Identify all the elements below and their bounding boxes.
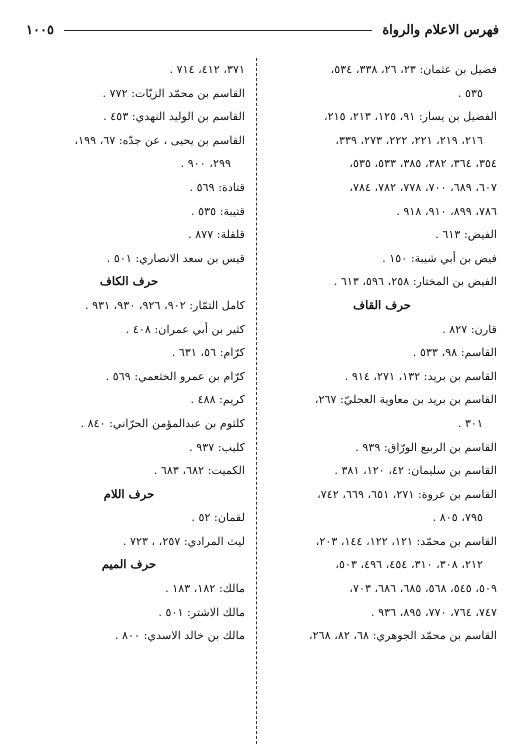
- running-title: فهرس الاعلام والرواة: [382, 22, 499, 38]
- entry-text: كامل التمّار: ٩٠٢، ٩٢٦، ٩٣٠، ٩٣١ .: [84, 298, 245, 312]
- entry-text: كرّام بن عمرو الخثعمي: ٥٦٩ .: [105, 369, 245, 383]
- entry-continuation: [267, 176, 497, 200]
- index-entry: [267, 530, 497, 577]
- entry-text: فضيل بن عثمان: ٢٣، ٢٦، ٣٣٨، ٥٣٤،: [330, 63, 497, 76]
- entry-text: قتيبة: ٥٣٥ .: [191, 204, 245, 218]
- index-entry: [13, 294, 245, 318]
- index-entry: [267, 270, 497, 294]
- entry-text: القاسم بن بريد: ١٣٢، ٢٧١، ٩١٤ .: [344, 369, 497, 383]
- index-entry: [267, 58, 497, 105]
- entry-text: ٣٧١، ٤١٢، ٧١٤ .: [169, 63, 245, 76]
- entry-text: القاسم بن سليمان: ٤٢، ١٢٠، ٣٨١ .: [334, 464, 497, 478]
- entry-continuation: [267, 152, 497, 176]
- entry-text: الفضيل بن يسار: ٩١، ١٢٥، ٢١٣، ٢١٥،: [324, 110, 497, 124]
- entry-text: مالك: ١٨٢، ١٨٣ .: [165, 582, 245, 596]
- entry-continuation-text: ٥٣٥ .: [457, 86, 483, 100]
- entry-text: القاسم بن محمّد: ١٢١، ١٢٢، ١٤٤، ٢٠٣،: [315, 534, 497, 548]
- entry-text: ٦٠٧، ٦٨٩، ٧٠٠، ٧٧٨، ٧٨٢، ٧٨٤،: [349, 180, 497, 194]
- index-entry: [13, 105, 245, 129]
- entry-text: كليب: ٩٣٧ .: [189, 440, 245, 454]
- entry-text: كرّام: ٥٦، ٦٣١ .: [171, 346, 245, 360]
- entry-text: ٧٨٦، ٨٩٩، ٩١٠، ٩١٨ .: [396, 204, 497, 218]
- header-rule: [64, 30, 372, 31]
- index-entry: [267, 483, 497, 530]
- entry-text: القاسم بن الوليد النهدي: ٤٥٣ .: [103, 110, 245, 124]
- index-entry: [13, 129, 245, 176]
- entry-text: كريم: ٤٨٨ .: [190, 393, 245, 407]
- index-entry: [267, 223, 497, 247]
- index-entry: [267, 341, 497, 365]
- index-entry: [13, 459, 245, 483]
- entry-text: القاسم بن محمّد الجوهري: ٦٨، ٨٢، ٢٦٨،: [309, 629, 497, 643]
- entry-text: كلثوم بن عبدالمؤمن الحرّاني: ٨٤٠ .: [80, 416, 245, 430]
- column-divider: [256, 58, 257, 744]
- entry-text: قيس بن سعد الانصاري: ٥٠١ .: [106, 251, 245, 265]
- entry-text: مالك الاشتر: ٥٠١ .: [158, 605, 245, 619]
- section-heading: حرف اللام: [103, 486, 155, 501]
- entry-text: ٧٤٧، ٧٦٤، ٧٧٠، ٨٩٥، ٩٣٦ .: [371, 605, 497, 619]
- index-entry: [267, 624, 497, 648]
- section-heading: حرف الكاف: [99, 274, 159, 289]
- section-heading: حرف الميم: [101, 557, 157, 572]
- entry-continuation: [13, 58, 245, 82]
- entry-continuation: [267, 200, 497, 224]
- entry-text: الفيض: ٦١٣ .: [435, 228, 497, 242]
- entry-text: كثير بن أبي عمران: ٤٠٨ .: [125, 322, 245, 336]
- left-column: [13, 58, 245, 744]
- entry-text: القاسم بن الربيع الورّاق: ٩٣٩ .: [355, 440, 497, 454]
- index-entry: [13, 247, 245, 271]
- entry-text: قارن: ٨٢٧ .: [442, 322, 497, 336]
- index-entry: [13, 412, 245, 436]
- index-entry: [13, 624, 245, 648]
- entry-continuation: [267, 577, 497, 601]
- entry-text: قلقلة: ٨٧٧ .: [188, 228, 245, 242]
- entry-continuation-text: ٢٩٩، ٩٠٠ .: [180, 157, 231, 171]
- entry-text: فيض بن أبي شيبة: ١٥٠ .: [382, 251, 497, 265]
- entry-text: ٥٠٩، ٥٤٥، ٥٦٨، ٦٨٥، ٦٨٦، ٧٠٣،: [349, 582, 497, 596]
- entry-continuation-text: ٧٩٥، ٨٠٥ .: [432, 511, 483, 525]
- entry-text: لقمان: ٥٢ .: [191, 511, 245, 525]
- index-entry: [13, 506, 245, 530]
- page-number: ١٠٠٥: [26, 22, 54, 38]
- entry-text: القاسم بن يحيى ، عن جدّه: ٦٧، ١٩٩،: [74, 133, 245, 147]
- right-column: [267, 58, 497, 744]
- entry-continuation-text: ٢١٢، ٣٠٨، ٣١٠، ٤٥٤، ٤٩٦، ٥٠٣،: [335, 558, 483, 572]
- entry-text: قتادة: ٥٦٩ .: [189, 180, 245, 194]
- entry-text: القاسم: ٩٨، ٥٣٣ .: [412, 346, 497, 360]
- index-entry: [267, 388, 497, 435]
- entry-text: الكميت: ٦٨٢، ٦٨٣ .: [153, 464, 245, 478]
- index-entry: [13, 318, 245, 342]
- section-heading: حرف القاف: [353, 297, 411, 312]
- index-entry: [13, 577, 245, 601]
- entry-text: القاسم بن بريد بن معاوية العجليّ: ٢٦٧،: [314, 393, 497, 407]
- index-entry: [13, 436, 245, 460]
- index-entry: [267, 105, 497, 152]
- index-entry: [13, 601, 245, 625]
- index-entry: [13, 365, 245, 389]
- index-entry: [13, 176, 245, 200]
- entry-text: القاسم بن محمّد الزيّات: ٧٧٢ .: [102, 86, 245, 100]
- index-entry: [13, 82, 245, 106]
- entry-continuation: [267, 601, 497, 625]
- index-entry: [13, 341, 245, 365]
- entry-text: مالك بن خالد الاسدي: ٨٠٠ .: [114, 629, 245, 643]
- index-entry: [267, 247, 497, 271]
- index-entry: [13, 200, 245, 224]
- index-entry: [13, 223, 245, 247]
- entry-text: ٣٥٤، ٣٦٤، ٣٨٢، ٣٨٥، ٥٣٣، ٥٣٥،: [349, 157, 497, 171]
- entry-text: ليث المرادي: ٢٥٧، ، ٧٢٣ .: [122, 534, 245, 548]
- index-entry: [13, 388, 245, 412]
- index-entry: [267, 365, 497, 389]
- entry-text: الفيض بن المختار: ٢٥٨، ٥٩٦، ٦١٣ .: [333, 275, 497, 289]
- entry-text: القاسم بن عروة: ٢٧١، ٦٥١، ٦٦٩، ٧٤٢،: [317, 487, 497, 501]
- page-header: [26, 17, 499, 43]
- index-entry: [267, 459, 497, 483]
- entry-continuation-text: ٣٠١ .: [457, 416, 483, 430]
- index-entry: [13, 530, 245, 554]
- index-entry: [267, 318, 497, 342]
- index-entry: [267, 436, 497, 460]
- entry-continuation-text: ٢١٦، ٢١٩، ٢٢١، ٢٢٢، ٢٧٣، ٣٣٩،: [335, 133, 483, 147]
